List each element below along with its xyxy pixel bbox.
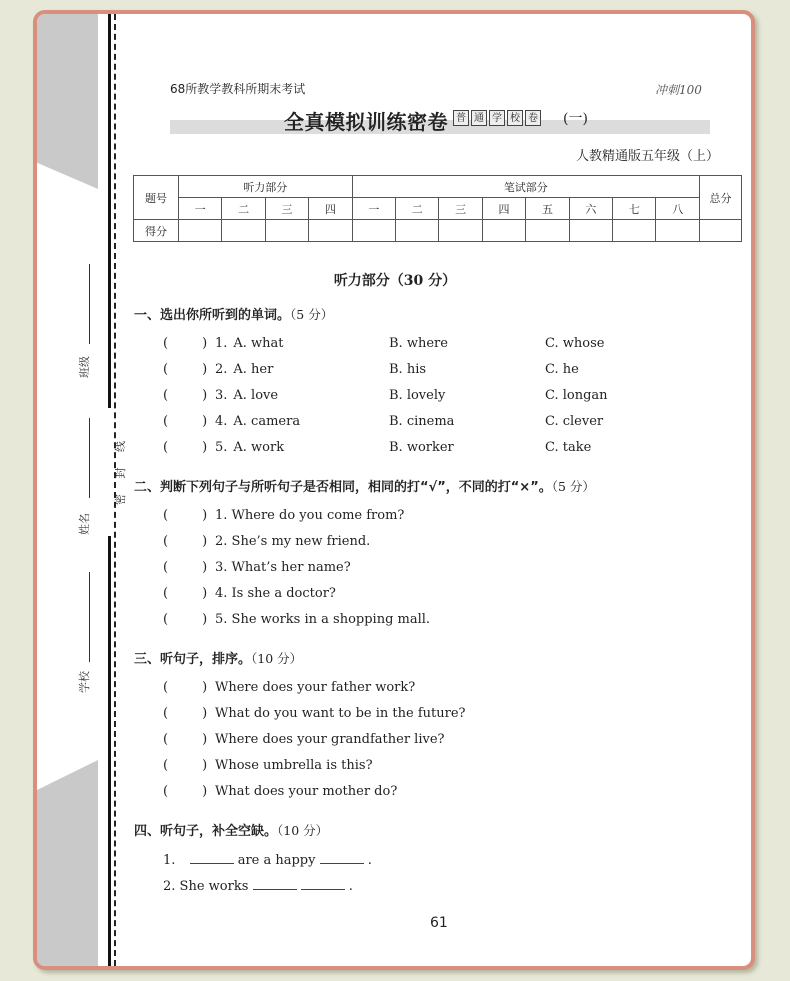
q4-item-1	[163, 853, 372, 868]
answer-paren[interactable]	[163, 680, 215, 695]
stamp-boxes	[453, 110, 541, 126]
item-text: 2. She’s my new friend.	[215, 534, 371, 549]
item-text: What do you want to be in the future?	[215, 706, 466, 721]
item-text: Where does your grandfather live?	[215, 732, 445, 747]
score-cell[interactable]	[265, 220, 308, 242]
written-col: 六	[569, 198, 612, 220]
item-text: 5. She works in a shopping mall.	[215, 612, 431, 627]
written-col: 七	[613, 198, 656, 220]
paren-close: )	[202, 388, 208, 403]
q2-heading-text: 二、判断下列句子与所听句子是否相同，相同的打“√”，不同的打“×”。	[134, 480, 552, 495]
q2-item	[163, 508, 404, 523]
paren-close: )	[202, 362, 208, 377]
q1-points: （5 分）	[290, 307, 334, 322]
q2-item	[163, 534, 370, 549]
paren-open: (	[163, 508, 169, 523]
stamp-char: 校	[507, 110, 523, 126]
q1-item	[163, 336, 623, 351]
item-text: are a happy	[237, 853, 316, 868]
paren-open: (	[163, 534, 169, 549]
listening-col: 三	[265, 198, 308, 220]
item-number: 5.	[215, 440, 228, 455]
q3-item	[163, 706, 465, 721]
item-number: 1.	[215, 336, 228, 351]
option-c: C. longan	[545, 388, 608, 403]
answer-paren[interactable]	[163, 362, 215, 377]
q3-heading	[134, 648, 302, 667]
paren-open: (	[163, 560, 169, 575]
paren-open: (	[163, 612, 169, 627]
score-cell[interactable]	[396, 220, 439, 242]
item-text-end: .	[367, 853, 372, 868]
q2-item	[163, 586, 336, 601]
total-header: 总分	[700, 176, 742, 220]
written-col: 四	[482, 198, 525, 220]
q3-points: （10 分）	[251, 651, 303, 666]
written-col: 一	[352, 198, 395, 220]
name-blank-line	[89, 418, 90, 498]
option-b: B. cinema	[389, 414, 455, 429]
answer-blank[interactable]	[320, 853, 364, 864]
section-title: 听力部分（30 分）	[333, 273, 457, 289]
item-number: 2.	[163, 879, 176, 894]
paren-close: )	[202, 784, 208, 799]
answer-paren[interactable]	[163, 612, 215, 627]
answer-paren[interactable]	[163, 586, 215, 601]
q4-item-2	[163, 879, 353, 894]
q4-heading	[134, 820, 328, 839]
class-label: 班级	[78, 356, 91, 378]
name-label: 姓名	[78, 513, 91, 535]
margin-shade-top	[37, 14, 98, 189]
q3-item	[163, 784, 397, 799]
paren-open: (	[163, 784, 169, 799]
written-col: 三	[439, 198, 482, 220]
answer-paren[interactable]	[163, 732, 215, 747]
q1-item	[163, 414, 623, 429]
item-text: Where does your father work?	[215, 680, 416, 695]
score-cell[interactable]	[352, 220, 395, 242]
option-a: A. what	[233, 336, 284, 351]
stamp-char: 卷	[525, 110, 541, 126]
item-text: 3. What’s her name?	[215, 560, 351, 575]
answer-paren[interactable]	[163, 414, 215, 429]
paren-close: )	[202, 732, 208, 747]
item-text: She works	[179, 879, 249, 894]
score-cell[interactable]	[482, 220, 525, 242]
option-a: A. her	[233, 362, 274, 377]
answer-blank[interactable]	[301, 879, 345, 890]
brand-label: 冲刺100	[655, 83, 702, 97]
answer-paren[interactable]	[163, 560, 215, 575]
answer-paren[interactable]	[163, 388, 215, 403]
paren-close: )	[202, 534, 208, 549]
q1-heading	[134, 304, 333, 323]
score-cell[interactable]	[179, 220, 222, 242]
school-label: 学校	[78, 671, 91, 693]
item-text: Whose umbrella is this?	[215, 758, 373, 773]
paren-close: )	[202, 414, 208, 429]
paren-close: )	[202, 758, 208, 773]
series-title: 68所教学教科所期末考试	[170, 82, 306, 96]
paren-close: )	[202, 440, 208, 455]
listening-col: 一	[179, 198, 222, 220]
paren-close: )	[202, 508, 208, 523]
score-cell[interactable]	[439, 220, 482, 242]
paren-close: )	[202, 336, 208, 351]
q3-item	[163, 758, 373, 773]
q4-heading-text: 四、听句子，补全空缺。	[134, 824, 278, 839]
score-cell[interactable]	[569, 220, 612, 242]
paren-open: (	[163, 362, 169, 377]
option-c: C. clever	[545, 414, 604, 429]
option-c: C. whose	[545, 336, 605, 351]
paren-open: (	[163, 336, 169, 351]
paren-close: )	[202, 560, 208, 575]
item-text-end: .	[348, 879, 353, 894]
q1-item	[163, 362, 623, 377]
school-blank-line	[89, 572, 90, 662]
q3-item	[163, 680, 415, 695]
score-table	[133, 175, 742, 242]
listening-col: 二	[222, 198, 265, 220]
paren-open: (	[163, 732, 169, 747]
option-a: A. love	[233, 388, 279, 403]
written-col: 五	[526, 198, 569, 220]
paren-open: (	[163, 388, 169, 403]
paren-close: )	[202, 612, 208, 627]
stamp-char: 学	[489, 110, 505, 126]
option-a: A. work	[233, 440, 285, 455]
paren-open: (	[163, 706, 169, 721]
answer-paren[interactable]	[163, 784, 215, 799]
score-cell[interactable]	[613, 220, 656, 242]
item-number: 4.	[215, 414, 228, 429]
answer-blank[interactable]	[190, 853, 234, 864]
item-text: What does your mother do?	[215, 784, 398, 799]
option-b: B. lovely	[389, 388, 446, 403]
option-a: A. camera	[233, 414, 301, 429]
item-text: 4. Is she a doctor?	[215, 586, 336, 601]
answer-paren[interactable]	[163, 534, 215, 549]
answer-paren[interactable]	[163, 508, 215, 523]
seal-text: 密 封 线	[114, 435, 127, 505]
q4-points: （10 分）	[277, 823, 329, 838]
item-number: 1.	[163, 853, 176, 868]
written-col: 八	[656, 198, 700, 220]
stamp-char: 普	[453, 110, 469, 126]
q2-item	[163, 612, 430, 627]
answer-paren[interactable]	[163, 336, 215, 351]
paren-open: (	[163, 586, 169, 601]
q3-item	[163, 732, 445, 747]
stamp-char: 通	[471, 110, 487, 126]
item-number: 2.	[215, 362, 228, 377]
margin-shade-bottom	[37, 760, 98, 970]
written-header: 笔试部分	[352, 176, 699, 198]
answer-paren[interactable]	[163, 758, 215, 773]
paper-number: (一)	[563, 111, 588, 127]
binding-bar-top	[108, 14, 111, 408]
paren-open: (	[163, 758, 169, 773]
paren-close: )	[202, 706, 208, 721]
col-label: 题号	[134, 176, 179, 220]
listening-header: 听力部分	[179, 176, 353, 198]
score-cell[interactable]	[222, 220, 265, 242]
paren-close: )	[202, 680, 208, 695]
total-cell[interactable]	[700, 220, 742, 242]
q2-points: （5 分）	[551, 479, 595, 494]
answer-paren[interactable]	[163, 706, 215, 721]
option-c: C. he	[545, 362, 579, 377]
score-cell[interactable]	[526, 220, 569, 242]
q2-item	[163, 560, 351, 575]
listening-col: 四	[309, 198, 352, 220]
page-number: 61	[430, 915, 448, 931]
q2-heading	[134, 476, 595, 495]
binding-bar-bottom	[108, 536, 111, 970]
option-c: C. take	[545, 440, 592, 455]
q1-item	[163, 388, 623, 403]
q1-item	[163, 440, 623, 455]
option-b: B. worker	[389, 440, 454, 455]
paren-open: (	[163, 680, 169, 695]
edition-label: 人教精通版五年级（上）	[576, 149, 720, 164]
score-cell[interactable]	[656, 220, 700, 242]
paren-open: (	[163, 440, 169, 455]
item-text: 1. Where do you come from?	[215, 508, 405, 523]
answer-paren[interactable]	[163, 440, 215, 455]
q1-heading-text: 一、选出你所听到的单词。	[134, 308, 291, 323]
paren-close: )	[202, 586, 208, 601]
option-b: B. his	[389, 362, 427, 377]
written-col: 二	[396, 198, 439, 220]
paper-title: 全真模拟训练密卷	[284, 110, 448, 134]
row-label: 得分	[134, 220, 179, 242]
score-cell[interactable]	[309, 220, 352, 242]
option-b: B. where	[389, 336, 448, 351]
item-number: 3.	[215, 388, 228, 403]
paren-open: (	[163, 414, 169, 429]
q3-heading-text: 三、听句子，排序。	[134, 652, 252, 667]
answer-blank[interactable]	[253, 879, 297, 890]
